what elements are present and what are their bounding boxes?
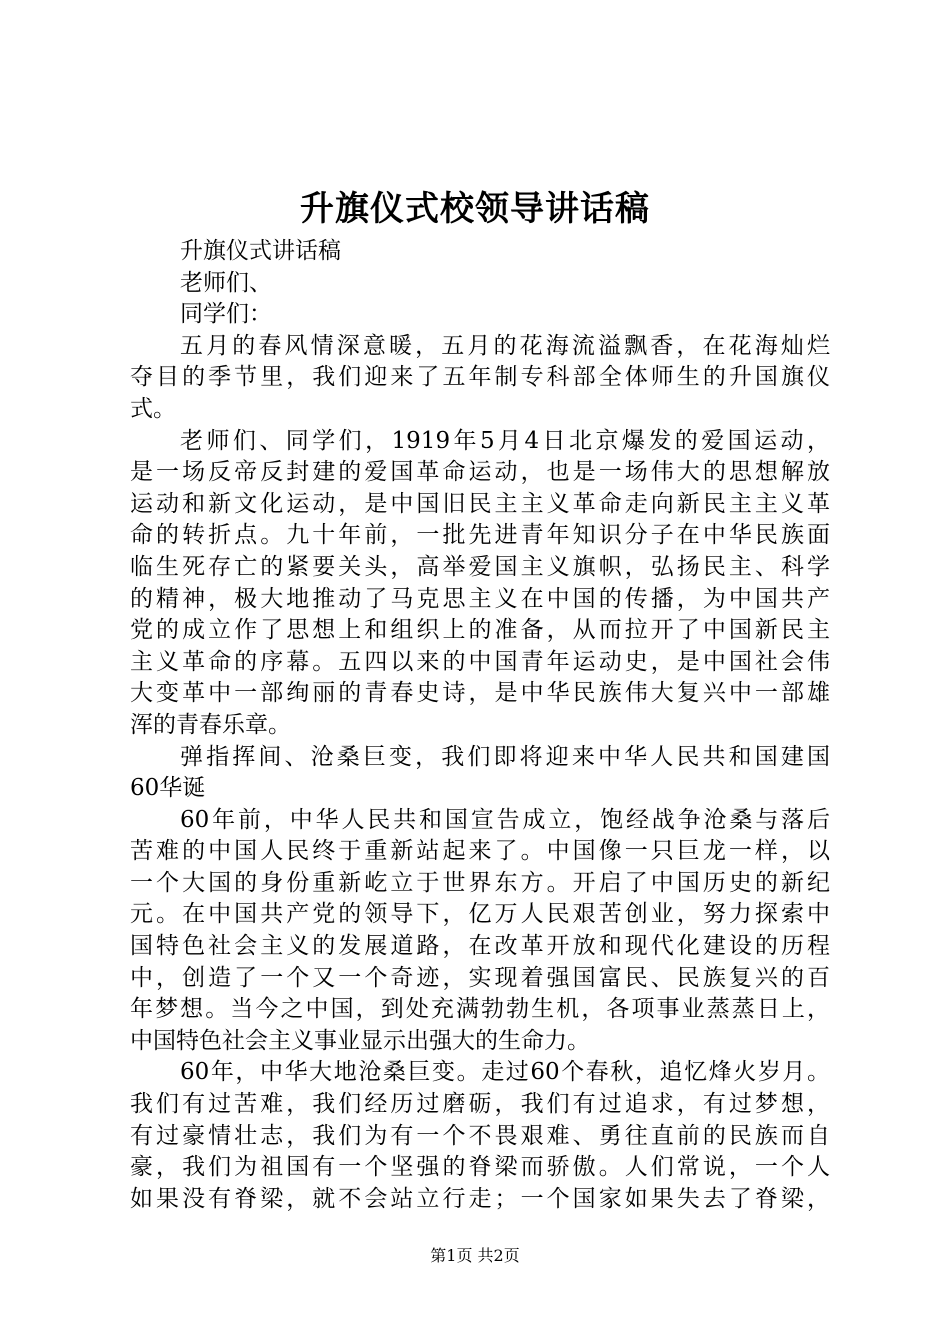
text-line: 中国特色社会主义事业显示出强大的生命力。 — [130, 1027, 590, 1054]
text-line: 主义革命的序幕。五四以来的中国青年运动史，是中国社会伟 — [130, 648, 830, 675]
text-line: 苦难的中国人民终于重新站起来了。中国像一只巨龙一样，以 — [130, 838, 830, 865]
text-line: 党的成立作了思想上和组织上的准备，从而拉开了中国新民主 — [130, 617, 830, 644]
text-line: 临生死存亡的紧要关头，高举爱国主义旗帜，弘扬民主、科学 — [130, 553, 830, 580]
text-line: 国特色社会主义的发展道路，在改革开放和现代化建设的历程 — [130, 933, 830, 960]
text-line: 60华诞 — [130, 775, 206, 802]
document-body — [130, 236, 830, 1215]
text-line: 年梦想。当今之中国，到处充满勃勃生机，各项事业蒸蒸日上， — [130, 996, 830, 1023]
text-line: 浑的青春乐章。 — [130, 711, 291, 738]
text-line: 老师们、同学们，1919年5月4日北京爆发的爱国运动， — [180, 427, 830, 454]
text-line: 是一场反帝反封建的爱国革命运动，也是一场伟大的思想解放 — [130, 459, 830, 486]
page-footer: 第1页 共2页 — [430, 1246, 520, 1265]
text-line: 升旗仪式讲话稿 — [180, 238, 341, 264]
text-line: 一个大国的身份重新屹立于世界东方。开启了中国历史的新纪 — [130, 869, 830, 896]
text-line: 有过豪情壮志，我们为有一个不畏艰难、勇往直前的民族而自 — [130, 1122, 830, 1149]
text-line: 我们有过苦难，我们经历过磨砺，我们有过追求，有过梦想， — [130, 1091, 830, 1118]
text-line: 夺目的季节里，我们迎来了五年制专科部全体师生的升国旗仪 — [130, 364, 830, 391]
text-line: 的精神，极大地推动了马克思主义在中国的传播，为中国共产 — [130, 585, 830, 612]
text-line: 元。在中国共产党的领导下，亿万人民艰苦创业，努力探索中 — [130, 901, 830, 928]
text-line: 同学们： — [180, 301, 272, 328]
text-line: 五月的春风情深意暖，五月的花海流溢飘香，在花海灿烂 — [180, 332, 830, 359]
text-line: 命的转折点。九十年前，一批先进青年知识分子在中华民族面 — [130, 522, 830, 549]
text-line: 运动和新文化运动，是中国旧民主主义革命走向新民主主义革 — [130, 490, 830, 517]
text-line: 弹指挥间、沧桑巨变，我们即将迎来中华人民共和国建国 — [180, 743, 830, 770]
text-line: 大变革中一部绚丽的青春史诗，是中华民族伟大复兴中一部雄 — [130, 680, 830, 707]
page-title: 升旗仪式校领导讲话稿 — [300, 189, 650, 229]
text-line: 老师们、 — [180, 269, 272, 296]
text-line: 中，创造了一个又一个奇迹，实现着强国富民、民族复兴的百 — [130, 964, 830, 991]
text-line: 60年，中华大地沧桑巨变。走过60个春秋，追忆烽火岁月。 — [180, 1059, 830, 1086]
text-line: 60年前，中华人民共和国宣告成立，饱经战争沧桑与落后 — [180, 806, 830, 833]
text-line: 式。 — [130, 395, 176, 422]
text-line: 豪，我们为祖国有一个坚强的脊梁而骄傲。人们常说，一个人 — [130, 1154, 830, 1181]
text-line: 如果没有脊梁，就不会站立行走；一个国家如果失去了脊梁， — [130, 1185, 830, 1212]
